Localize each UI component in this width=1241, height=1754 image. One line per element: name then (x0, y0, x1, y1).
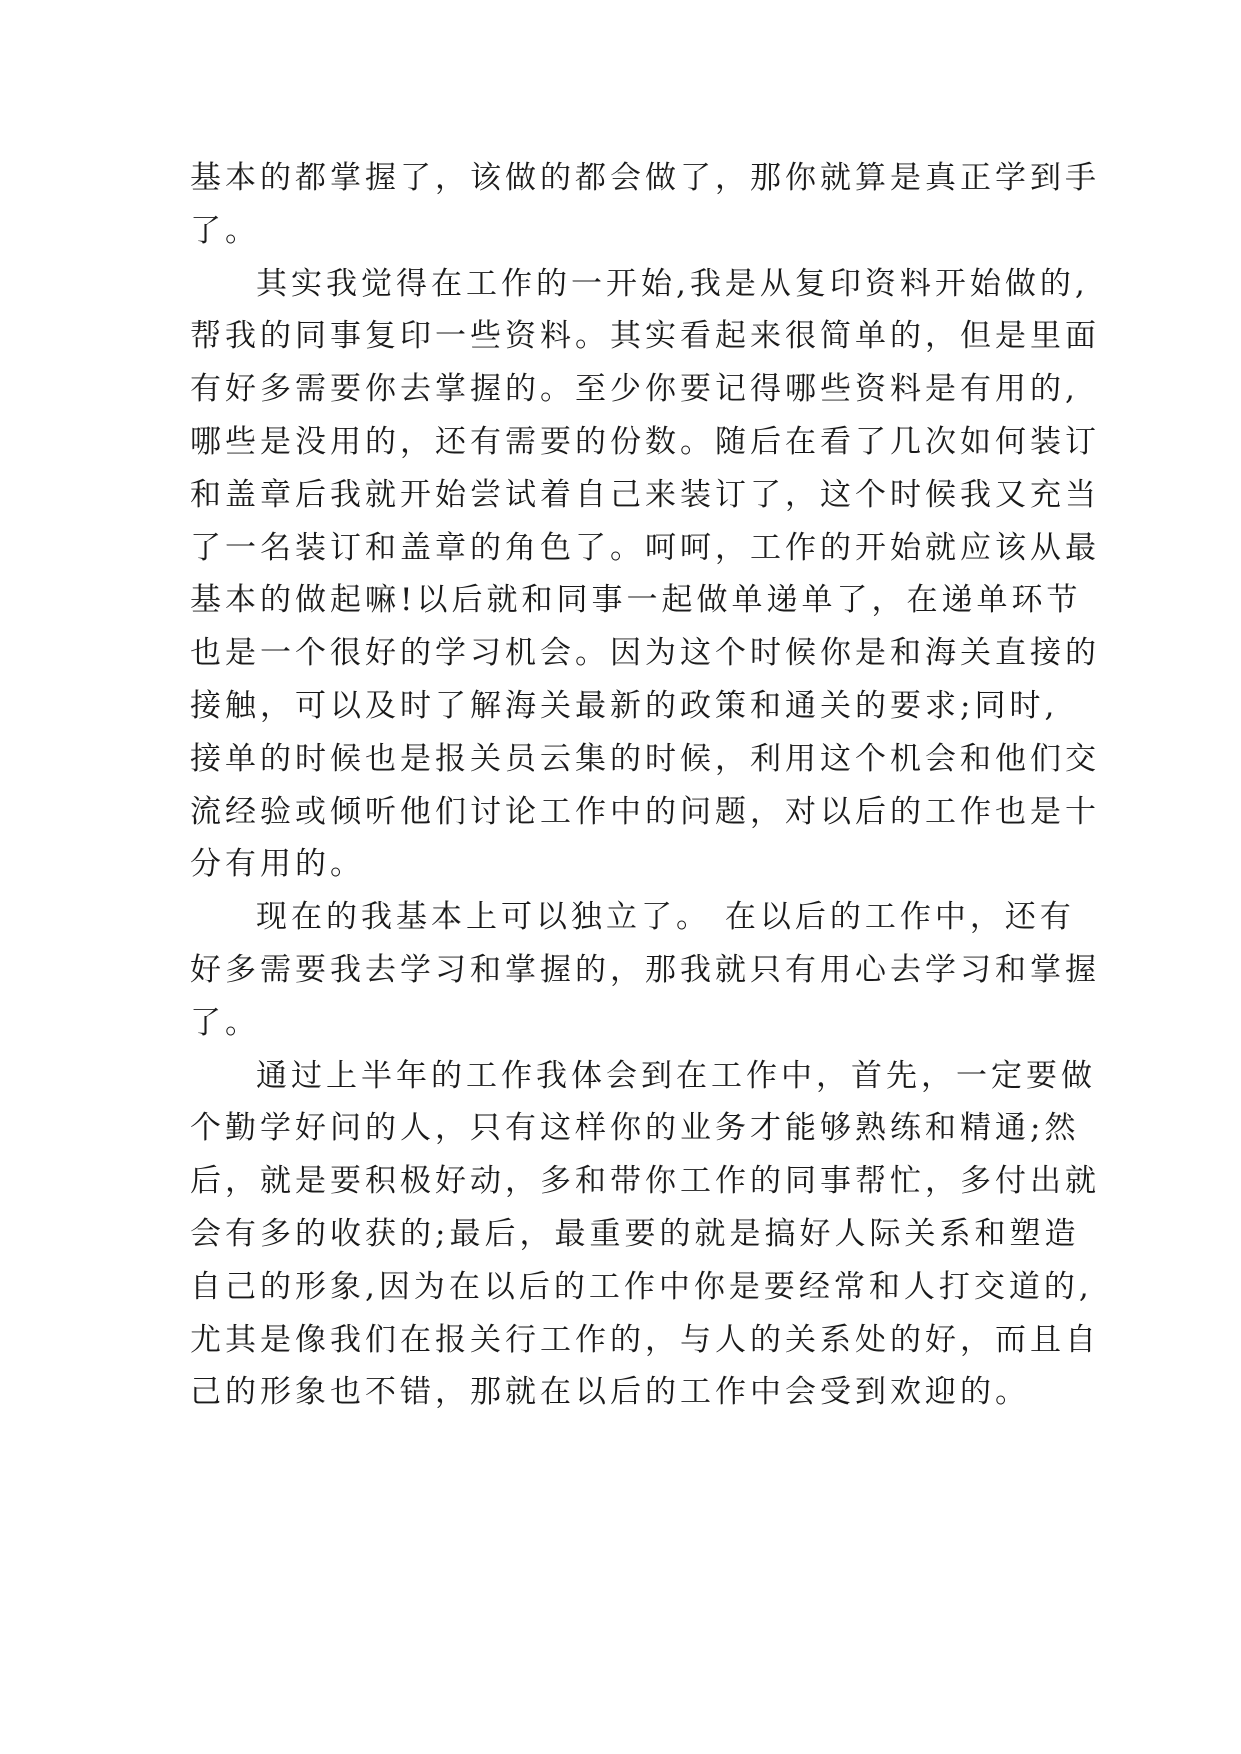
text-line: 接触，可以及时了解海关最新的政策和通关的要求;同时, (190, 687, 1059, 724)
text-line: 好多需要我去学习和掌握的，那我就只有用心去学习和掌握 (190, 951, 1100, 988)
text-line: 后，就是要积极好动，多和带你工作的同事帮忙，多付出就 (190, 1163, 1100, 1200)
text-line: 基本的都掌握了，该做的都会做了，那你就算是真正学到手 (190, 160, 1100, 196)
text-line: 现在的我基本上可以独立了。 在以后的工作中，还有 (256, 899, 1075, 936)
document-body (190, 152, 1100, 1419)
text-line: 流经验或倾听他们讨论工作中的问题，对以后的工作也是十 (190, 793, 1100, 830)
text-line: 尤其是像我们在报关行工作的，与人的关系处的好，而且自 (190, 1321, 1100, 1358)
text-line: 和盖章后我就开始尝试着自己来装订了，这个时候我又充当 (190, 476, 1100, 513)
text-line: 有好多需要你去掌握的。至少你要记得哪些资料是有用的, (190, 371, 1079, 408)
text-line: 己的形象也不错，那就在以后的工作中会受到欢迎的。 (190, 1374, 1030, 1411)
text-line: 了。 (190, 212, 260, 249)
text-line: 其实我觉得在工作的一开始,我是从复印资料开始做的, (256, 265, 1089, 302)
text-line: 了一名装订和盖章的角色了。呵呵，工作的开始就应该从最 (190, 529, 1100, 566)
text-line: 也是一个很好的学习机会。因为这个时候你是和海关直接的 (190, 635, 1100, 672)
text-line: 哪些是没用的，还有需要的份数。随后在看了几次如何装订 (190, 423, 1100, 460)
text-line: 基本的做起嘛!以后就和同事一起做单递单了，在递单环节 (190, 582, 1082, 619)
text-line: 帮我的同事复印一些资料。其实看起来很简单的，但是里面 (190, 318, 1100, 355)
text-line: 了。 (190, 1004, 260, 1041)
text-line: 接单的时候也是报关员云集的时候，利用这个机会和他们交 (190, 740, 1100, 777)
text-line: 分有用的。 (190, 846, 365, 883)
text-line: 通过上半年的工作我体会到在工作中，首先，一定要做 (256, 1057, 1096, 1094)
text-line: 个勤学好问的人，只有这样你的业务才能够熟练和精通;然 (190, 1110, 1080, 1147)
text-line: 会有多的收获的;最后，最重要的就是搞好人际关系和塑造 (190, 1215, 1080, 1252)
text-line: 自己的形象,因为在以后的工作中你是要经常和人打交道的, (190, 1268, 1093, 1305)
